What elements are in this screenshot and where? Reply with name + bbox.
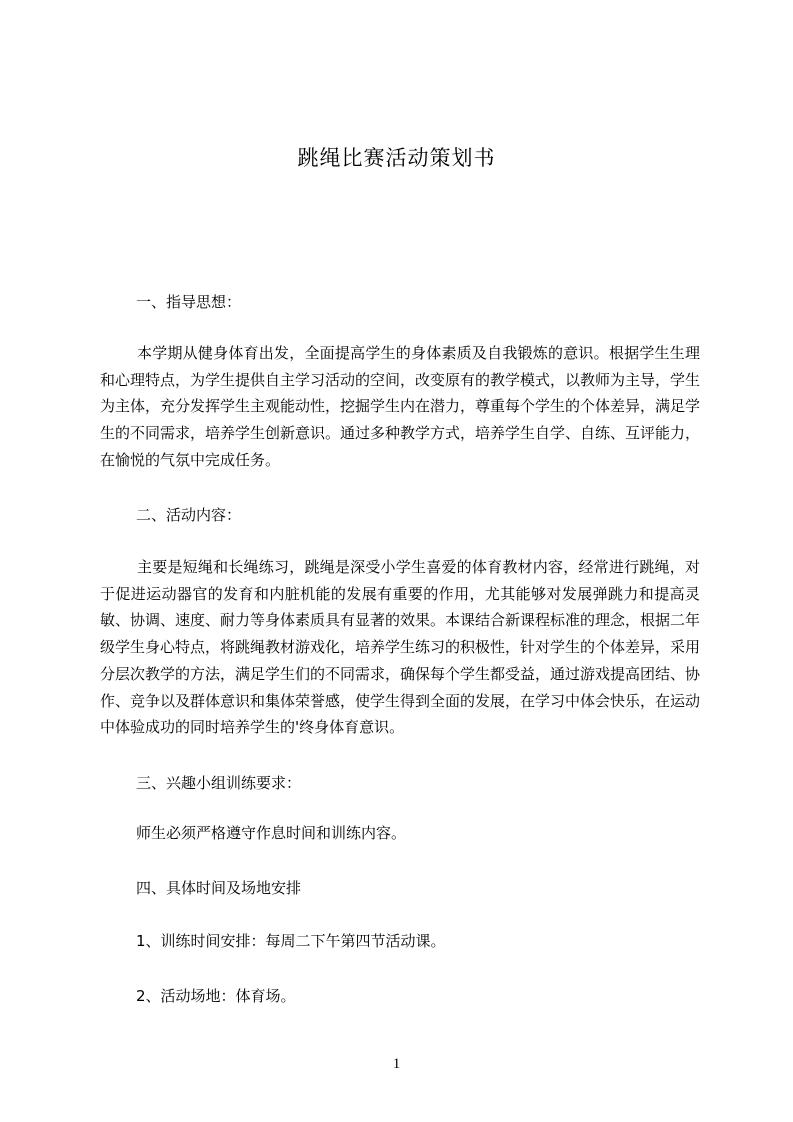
section-heading-guiding-ideology: 一、指导思想： [136,293,242,311]
training-requirement-line: 师生必须严格遵守作息时间和训练内容。 [136,824,407,842]
section-heading-activity-content: 二、活动内容： [136,506,242,524]
section-heading-training-requirements: 三、兴趣小组训练要求： [136,774,302,792]
page-number: 1 [392,1056,401,1072]
section-paragraph-activity-content: 主要是短绳和长绳练习，跳绳是深受小学生喜爱的体育教材内容，经常进行跳绳，对于促进运动器官的发育和内脏机能的发展有重要的作用，尤其能够对发展弹跳力和提高灵敏、协调、速度、耐力等身体素质具有显著的效果。本课结合新课程标准的理念，根据二年级学生身心特点，将跳绳教材游戏化，培养学生练习的积极性，针对学生的个体差异，采用分层次教学的方法，满足学生们的不同需求，确保每个学生都受益，通过游戏提高团结、协作、竞争以及群体意识和集体荣誉感，使学生得到全面的发展，在学习中体会快乐，在运动中体验成功的同时培养学生的'终身体育意识。 [100,558,701,737]
section-paragraph-guiding-ideology: 本学期从健身体育出发，全面提高学生的身体素质及自我锻炼的意识。根据学生生理和心理特点，为学生提供自主学习活动的空间，改变原有的教学模式，以教师为主导，学生为主体，充分发挥学生主观能动性，挖掘学生内在潜力，尊重每个学生的个体差异，满足学生的不同需求，培养学生创新意识。通过多种教学方式，培养学生自学、自练、互评能力，在愉悦的气氛中完成任务。 [100,344,701,469]
document-title: 跳绳比赛活动策划书 [297,146,496,170]
section-heading-schedule-venue: 四、具体时间及场地安排 [136,879,302,897]
schedule-item-training-time: 1、训练时间安排：每周二下午第四节活动课。 [136,932,446,950]
schedule-item-venue: 2、活动场地：体育场。 [136,987,296,1005]
